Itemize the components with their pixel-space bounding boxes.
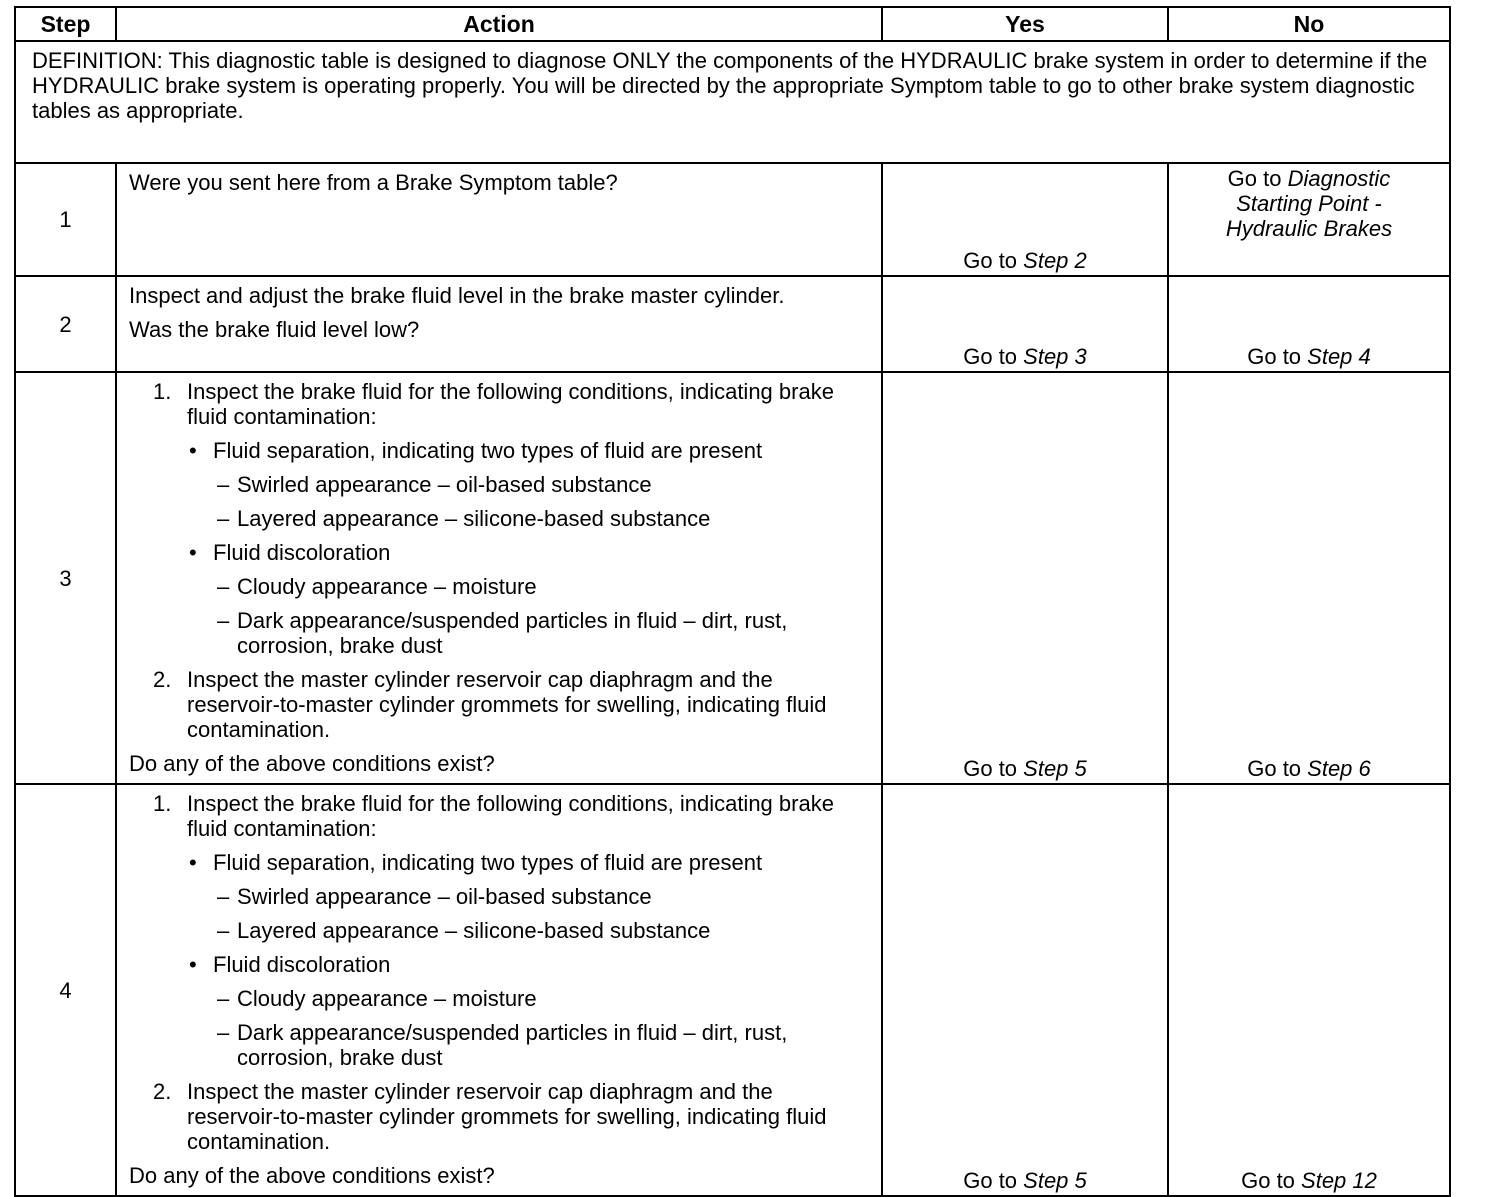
- step-number: 1: [15, 163, 116, 276]
- numbered-item: [153, 1079, 867, 1154]
- step-number: 4: [15, 784, 116, 1196]
- yes-prefix: Go to: [963, 1168, 1024, 1193]
- question: Do any of the above conditions exist?: [129, 751, 495, 776]
- question: Was the brake fluid level low?: [129, 317, 420, 342]
- dash-text: Layered appearance – silicone-based substance: [237, 918, 711, 943]
- dash-item: [217, 506, 867, 531]
- no-link[interactable]: Step 6: [1307, 756, 1371, 781]
- numbered-item: [153, 791, 867, 841]
- yes-prefix: Go to: [963, 248, 1024, 273]
- diagnostic-table: [14, 6, 1451, 1197]
- bullet-item: [189, 438, 867, 463]
- no-link[interactable]: Diagnostic Starting Point - Hydraulic Brakes: [1225, 166, 1393, 241]
- dash-icon: –: [217, 608, 230, 633]
- action-cell: [116, 163, 882, 276]
- definition-row: [15, 41, 1450, 163]
- dash-icon: –: [217, 574, 230, 599]
- no-cell: [1168, 276, 1450, 372]
- dash-icon: –: [217, 1020, 230, 1045]
- no-link[interactable]: Step 12: [1301, 1168, 1377, 1193]
- yes-cell: [882, 276, 1168, 372]
- bullet-text: Fluid discoloration: [213, 540, 391, 565]
- bullet-text: Fluid separation, indicating two types of fluid are present: [213, 438, 763, 463]
- bullet-icon: •: [189, 540, 197, 565]
- dash-text: Dark appearance/suspended particles in fluid – dirt, rust, corrosion, brake dust: [237, 1020, 788, 1070]
- step-row-4: [15, 784, 1450, 1196]
- yes-link[interactable]: Step 5: [1023, 1168, 1087, 1193]
- bullet-icon: •: [189, 850, 197, 875]
- yes-cell: [882, 784, 1168, 1196]
- item-number: 1.: [153, 791, 172, 816]
- header-step: Step: [15, 7, 116, 41]
- dash-item: [217, 986, 867, 1011]
- yes-link[interactable]: Step 3: [1023, 344, 1087, 369]
- action-cell: [116, 276, 882, 372]
- no-prefix: Go to: [1247, 344, 1308, 369]
- step-row-2: [15, 276, 1450, 372]
- no-prefix: Go to: [1241, 1168, 1302, 1193]
- step-number: 3: [15, 372, 116, 784]
- bullet-text: Fluid discoloration: [213, 952, 391, 977]
- dash-icon: –: [217, 986, 230, 1011]
- dash-text: Cloudy appearance – moisture: [237, 574, 537, 599]
- dash-icon: –: [217, 884, 230, 909]
- dash-text: Layered appearance – silicone-based substance: [237, 506, 711, 531]
- header-no: No: [1168, 7, 1450, 41]
- step-row-3: [15, 372, 1450, 784]
- no-prefix: Go to: [1227, 166, 1288, 191]
- item-number: 1.: [153, 379, 172, 404]
- question: Were you sent here from a Brake Symptom table?: [129, 170, 618, 195]
- header-yes: Yes: [882, 7, 1168, 41]
- dash-item: [217, 608, 867, 658]
- item-number: 2.: [153, 1079, 172, 1104]
- no-cell: [1168, 163, 1450, 276]
- action-cell: [116, 372, 882, 784]
- item-text: Inspect the master cylinder reservoir cap diaphragm and the reservoir-to-master cylinder grommets for swelling, indicating fluid contamination.: [187, 1079, 827, 1154]
- bullet-icon: •: [189, 438, 197, 463]
- bullet-item: [189, 952, 867, 977]
- action-cell: [116, 784, 882, 1196]
- question: Do any of the above conditions exist?: [129, 1163, 495, 1188]
- yes-prefix: Go to: [963, 344, 1024, 369]
- dash-icon: –: [217, 918, 230, 943]
- numbered-item: [153, 667, 867, 742]
- bullet-icon: •: [189, 952, 197, 977]
- item-text: Inspect the master cylinder reservoir cap diaphragm and the reservoir-to-master cylinder grommets for swelling, indicating fluid contamination.: [187, 667, 827, 742]
- yes-cell: [882, 372, 1168, 784]
- numbered-item: [153, 379, 867, 429]
- dash-item: [217, 884, 867, 909]
- yes-link[interactable]: Step 2: [1023, 248, 1087, 273]
- header-row: [15, 7, 1450, 41]
- dash-text: Dark appearance/suspended particles in fluid – dirt, rust, corrosion, brake dust: [237, 608, 788, 658]
- step-row-1: [15, 163, 1450, 276]
- instruction: Inspect and adjust the brake fluid level in the brake master cylinder.: [129, 283, 785, 308]
- dash-text: Cloudy appearance – moisture: [237, 986, 537, 1011]
- yes-link[interactable]: Step 5: [1023, 756, 1087, 781]
- no-cell: [1168, 784, 1450, 1196]
- yes-cell: [882, 163, 1168, 276]
- item-text: Inspect the brake fluid for the following conditions, indicating brake fluid contamination:: [187, 791, 834, 841]
- dash-item: [217, 574, 867, 599]
- definition-text: DEFINITION: This diagnostic table is designed to diagnose ONLY the components of the HYDRAULIC brake system in order to determine if the HYDRAULIC brake system is operating properly. You will be directed by the appropriate Symptom table to go to other brake system diagnostic tables as appropriate.: [15, 41, 1450, 163]
- no-prefix: Go to: [1247, 756, 1308, 781]
- dash-icon: –: [217, 472, 230, 497]
- no-link[interactable]: Step 4: [1307, 344, 1371, 369]
- bullet-text: Fluid separation, indicating two types of fluid are present: [213, 850, 763, 875]
- item-number: 2.: [153, 667, 172, 692]
- bullet-item: [189, 850, 867, 875]
- dash-text: Swirled appearance – oil-based substance: [237, 884, 652, 909]
- dash-item: [217, 918, 867, 943]
- step-number: 2: [15, 276, 116, 372]
- no-cell: [1168, 372, 1450, 784]
- dash-icon: –: [217, 506, 230, 531]
- yes-prefix: Go to: [963, 756, 1024, 781]
- dash-item: [217, 1020, 867, 1070]
- bullet-item: [189, 540, 867, 565]
- dash-item: [217, 472, 867, 497]
- header-action: Action: [116, 7, 882, 41]
- item-text: Inspect the brake fluid for the following conditions, indicating brake fluid contamination:: [187, 379, 834, 429]
- dash-text: Swirled appearance – oil-based substance: [237, 472, 652, 497]
